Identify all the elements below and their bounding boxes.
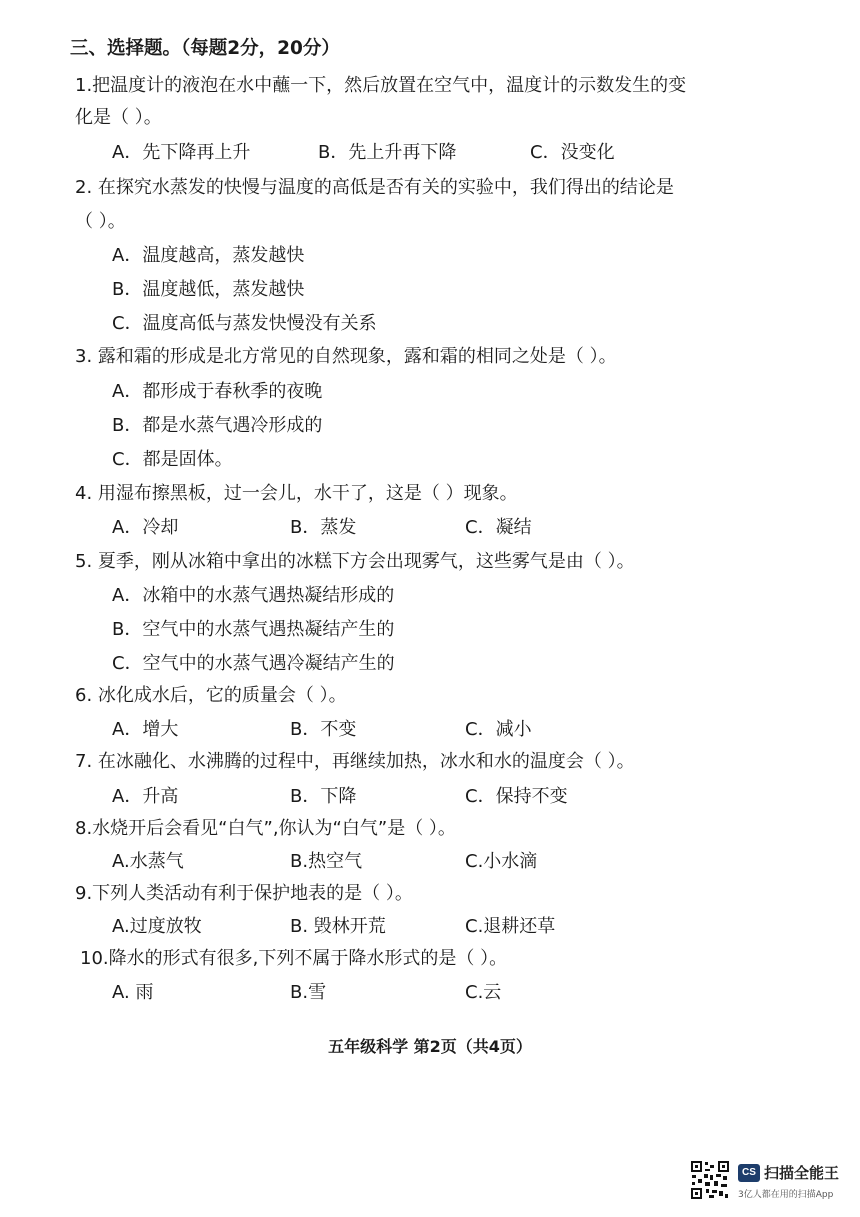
question-2-option-c: C．温度高低与蒸发快慢没有关系 bbox=[112, 313, 377, 334]
question-9-line-1: 9.下列人类活动有利于保护地表的是（ ）。 bbox=[75, 883, 413, 904]
question-2-line-2: （ ）。 bbox=[75, 211, 126, 232]
question-4-option-a: A．冷却 bbox=[112, 517, 179, 538]
question-6-option-c: C．减小 bbox=[465, 719, 532, 740]
question-8-option-a: A.水蒸气 bbox=[112, 851, 184, 872]
question-6-option-b: B．不变 bbox=[290, 719, 357, 740]
question-10-option-c: C.云 bbox=[465, 982, 502, 1003]
question-2-line-1: 2. 在探究水蒸发的快慢与温度的高低是否有关的实验中，我们得出的结论是 bbox=[75, 177, 674, 198]
question-10-line-1: 10.降水的形式有很多,下列不属于降水形式的是（ ）。 bbox=[80, 948, 508, 969]
question-1-line-2: 化是（ ）。 bbox=[75, 107, 162, 128]
scanner-tagline: 3亿人都在用的扫描App bbox=[738, 1190, 834, 1200]
question-7-option-a: A．升高 bbox=[112, 786, 179, 807]
question-3-option-b: B．都是水蒸气遇冷形成的 bbox=[112, 415, 323, 436]
question-1-option-c: C．没变化 bbox=[530, 142, 615, 163]
question-5-option-c: C．空气中的水蒸气遇冷凝结产生的 bbox=[112, 653, 395, 674]
question-10-option-a: A. 雨 bbox=[112, 982, 154, 1003]
question-3-option-a: A．都形成于春秋季的夜晚 bbox=[112, 381, 323, 402]
question-5-line-1: 5. 夏季，刚从冰箱中拿出的冰糕下方会出现雾气，这些雾气是由（ ）。 bbox=[75, 551, 635, 572]
question-9-option-c: C.退耕还草 bbox=[465, 916, 556, 937]
question-5-option-b: B．空气中的水蒸气遇热凝结产生的 bbox=[112, 619, 395, 640]
question-3-option-c: C．都是固体。 bbox=[112, 449, 233, 470]
question-2-option-a: A．温度越高，蒸发越快 bbox=[112, 245, 305, 266]
question-8-line-1: 8.水烧开后会看见“白气”,你认为“白气”是（ ）。 bbox=[75, 818, 456, 839]
question-4-option-c: C．凝结 bbox=[465, 517, 532, 538]
question-6-line-1: 6. 冰化成水后，它的质量会（ ）。 bbox=[75, 685, 347, 706]
scanner-app-name: 扫描全能王 bbox=[764, 1164, 840, 1182]
question-4-line-1: 4. 用湿布擦黑板，过一会儿，水干了，这是（ ）现象。 bbox=[75, 483, 518, 504]
question-9-option-a: A.过度放牧 bbox=[112, 916, 202, 937]
question-1-option-a: A．先下降再上升 bbox=[112, 142, 251, 163]
scanner-watermark bbox=[690, 1160, 850, 1208]
cs-logo-icon: CS bbox=[738, 1164, 760, 1182]
question-7-option-c: C．保持不变 bbox=[465, 786, 568, 807]
question-8-option-b: B.热空气 bbox=[290, 851, 363, 872]
question-10-option-b: B.雪 bbox=[290, 982, 327, 1003]
qr-code-icon bbox=[690, 1160, 730, 1200]
question-3-line-1: 3. 露和霜的形成是北方常见的自然现象，露和霜的相同之处是（ ）。 bbox=[75, 346, 617, 367]
question-8-option-c: C.小水滴 bbox=[465, 851, 538, 872]
section-title: 三、选择题。（每题2分，20分） bbox=[70, 38, 340, 59]
question-4-option-b: B．蒸发 bbox=[290, 517, 357, 538]
question-7-line-1: 7. 在冰融化、水沸腾的过程中，再继续加热，冰水和水的温度会（ ）。 bbox=[75, 751, 635, 772]
question-6-option-a: A．增大 bbox=[112, 719, 179, 740]
question-5-option-a: A．冰箱中的水蒸气遇热凝结形成的 bbox=[112, 585, 395, 606]
question-1-line-1: 1.把温度计的液泡在水中蘸一下，然后放置在空气中，温度计的示数发生的变 bbox=[75, 75, 687, 96]
question-7-option-b: B．下降 bbox=[290, 786, 357, 807]
question-9-option-b: B. 毁林开荒 bbox=[290, 916, 386, 937]
question-1-option-b: B．先上升再下降 bbox=[318, 142, 457, 163]
question-2-option-b: B．温度越低，蒸发越快 bbox=[112, 279, 305, 300]
page-footer: 五年级科学 第2页（共4页） bbox=[328, 1037, 532, 1056]
